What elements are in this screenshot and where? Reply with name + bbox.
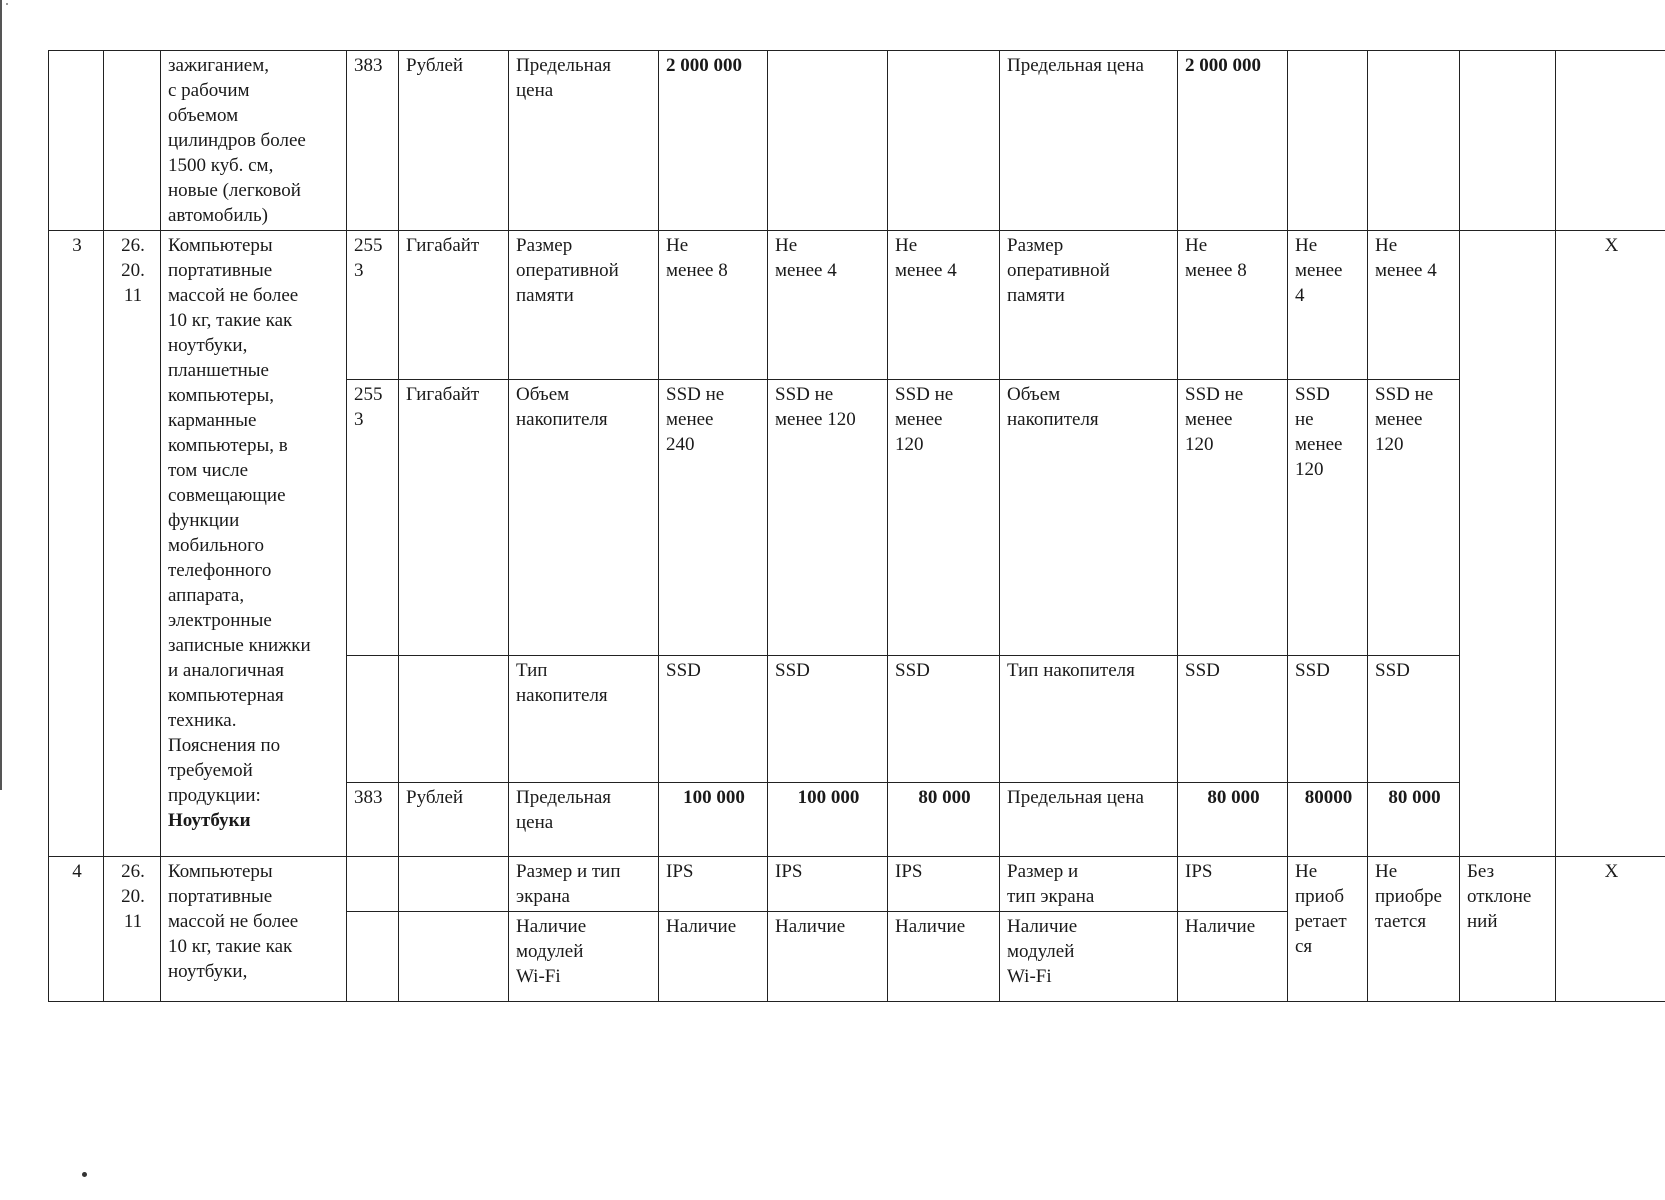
cell-product-name: Компьютеры портативные массой не более 10 кг, такие как ноутбуки, bbox=[161, 857, 347, 1002]
cell-unit-code bbox=[347, 656, 399, 783]
cell-unit-name: Гигабайт bbox=[399, 380, 509, 656]
cell-value-4: Наличие bbox=[1178, 912, 1288, 1002]
cell-characteristic: Объем накопителя bbox=[509, 380, 659, 656]
cell-characteristic-approved: Наличие модулей Wi-Fi bbox=[1000, 912, 1178, 1002]
cell-characteristic: Тип накопителя bbox=[509, 656, 659, 783]
cell-value-5: Не менее 4 bbox=[1288, 231, 1368, 380]
cell-value-2 bbox=[768, 51, 888, 231]
cell-characteristic-approved: Размер оперативной памяти bbox=[1000, 231, 1178, 380]
table-row bbox=[49, 231, 1665, 380]
cell-characteristic: Предельная цена bbox=[509, 51, 659, 231]
cell-characteristic-approved: Размер и тип экрана bbox=[1000, 857, 1178, 912]
scan-edge-line bbox=[0, 0, 2, 790]
cell-value-5: 80000 bbox=[1288, 783, 1368, 857]
cell-value-6: SSD не менее 120 bbox=[1368, 380, 1460, 656]
cell-mark bbox=[1556, 51, 1665, 231]
cell-unit-name: Гигабайт bbox=[399, 231, 509, 380]
scan-speck bbox=[6, 3, 8, 5]
cell-deviation bbox=[1460, 51, 1556, 231]
cell-value-4: 2 000 000 bbox=[1178, 51, 1288, 231]
cell-characteristic-approved: Предельная цена bbox=[1000, 783, 1178, 857]
scan-dot bbox=[82, 1172, 87, 1177]
cell-characteristic: Наличие модулей Wi-Fi bbox=[509, 912, 659, 1002]
cell-value-5: SSD не менее 120 bbox=[1288, 380, 1368, 656]
cell-characteristic-approved: Объем накопителя bbox=[1000, 380, 1178, 656]
cell-value-1: SSD не менее 240 bbox=[659, 380, 768, 656]
cell-value-2: Наличие bbox=[768, 912, 888, 1002]
table-row bbox=[49, 857, 1665, 912]
cell-value-3: 80 000 bbox=[888, 783, 1000, 857]
cell-value-5: Не приоб ретает ся bbox=[1288, 857, 1368, 1002]
product-description: Компьютеры портативные массой не более 10 кг, такие как ноутбуки, планшетные компьютеры, карманные компьютеры, в том числе совмещающие функции мобильного телефонного аппарата, электронные записные книжки и аналогичная компьютерная техника. Пояснения по требуемой продукции: bbox=[168, 235, 311, 806]
cell-unit-name: Рублей bbox=[399, 783, 509, 857]
table-row-continued bbox=[49, 51, 1665, 231]
cell-characteristic-approved: Тип накопителя bbox=[1000, 656, 1178, 783]
cell-mark: Х bbox=[1556, 857, 1665, 1002]
cell-value-6: Не приобре тается bbox=[1368, 857, 1460, 1002]
cell-unit-name bbox=[399, 857, 509, 912]
cell-value-4: IPS bbox=[1178, 857, 1288, 912]
cell-okpd bbox=[104, 51, 161, 231]
cell-value-1: 2 000 000 bbox=[659, 51, 768, 231]
cell-value-1: IPS bbox=[659, 857, 768, 912]
cell-product-name: зажиганием, с рабочим объемом цилиндров более 1500 куб. см, новые (легковой автомобиль) bbox=[161, 51, 347, 231]
cell-unit-code bbox=[347, 857, 399, 912]
cell-unit-code: 383 bbox=[347, 783, 399, 857]
cell-value-3 bbox=[888, 51, 1000, 231]
cell-value-4: 80 000 bbox=[1178, 783, 1288, 857]
cell-characteristic: Размер оперативной памяти bbox=[509, 231, 659, 380]
cell-value-2: Не менее 4 bbox=[768, 231, 888, 380]
cell-value-5: SSD bbox=[1288, 656, 1368, 783]
cell-value-1: SSD bbox=[659, 656, 768, 783]
cell-characteristic: Размер и тип экрана bbox=[509, 857, 659, 912]
cell-value-1: Не менее 8 bbox=[659, 231, 768, 380]
cell-okpd: 26. 20. 11 bbox=[104, 857, 161, 1002]
cell-value-4: Не менее 8 bbox=[1178, 231, 1288, 380]
cell-mark: Х bbox=[1556, 231, 1665, 857]
cell-value-6: Не менее 4 bbox=[1368, 231, 1460, 380]
cell-value-4: SSD bbox=[1178, 656, 1288, 783]
cell-value-1: Наличие bbox=[659, 912, 768, 1002]
cell-value-2: IPS bbox=[768, 857, 888, 912]
cell-deviation bbox=[1460, 231, 1556, 857]
cell-num: 3 bbox=[49, 231, 104, 857]
cell-value-2: SSD не менее 120 bbox=[768, 380, 888, 656]
cell-unit-code: 255 3 bbox=[347, 231, 399, 380]
cell-characteristic-approved: Предельная цена bbox=[1000, 51, 1178, 231]
cell-value-2: 100 000 bbox=[768, 783, 888, 857]
cell-value-3: SSD не менее 120 bbox=[888, 380, 1000, 656]
cell-value-6: 80 000 bbox=[1368, 783, 1460, 857]
cell-unit-code: 383 bbox=[347, 51, 399, 231]
cell-value-3: SSD bbox=[888, 656, 1000, 783]
cell-unit-name bbox=[399, 912, 509, 1002]
cell-value-3: Не менее 4 bbox=[888, 231, 1000, 380]
cell-value-3: IPS bbox=[888, 857, 1000, 912]
cell-deviation: Без отклоне ний bbox=[1460, 857, 1556, 1002]
cell-characteristic: Предельная цена bbox=[509, 783, 659, 857]
cell-value-1: 100 000 bbox=[659, 783, 768, 857]
cell-okpd: 26. 20. 11 bbox=[104, 231, 161, 857]
cell-value-4: SSD не менее 120 bbox=[1178, 380, 1288, 656]
cell-value-6: SSD bbox=[1368, 656, 1460, 783]
cell-num bbox=[49, 51, 104, 231]
cell-product-name bbox=[161, 231, 347, 857]
product-type: Ноутбуки bbox=[168, 810, 251, 831]
cell-value-2: SSD bbox=[768, 656, 888, 783]
cell-unit-name bbox=[399, 656, 509, 783]
cell-unit-code: 255 3 bbox=[347, 380, 399, 656]
spec-table bbox=[48, 50, 1665, 1002]
cell-unit-code bbox=[347, 912, 399, 1002]
cell-value-3: Наличие bbox=[888, 912, 1000, 1002]
cell-value-6 bbox=[1368, 51, 1460, 231]
cell-num: 4 bbox=[49, 857, 104, 1002]
cell-unit-name: Рублей bbox=[399, 51, 509, 231]
cell-value-5 bbox=[1288, 51, 1368, 231]
